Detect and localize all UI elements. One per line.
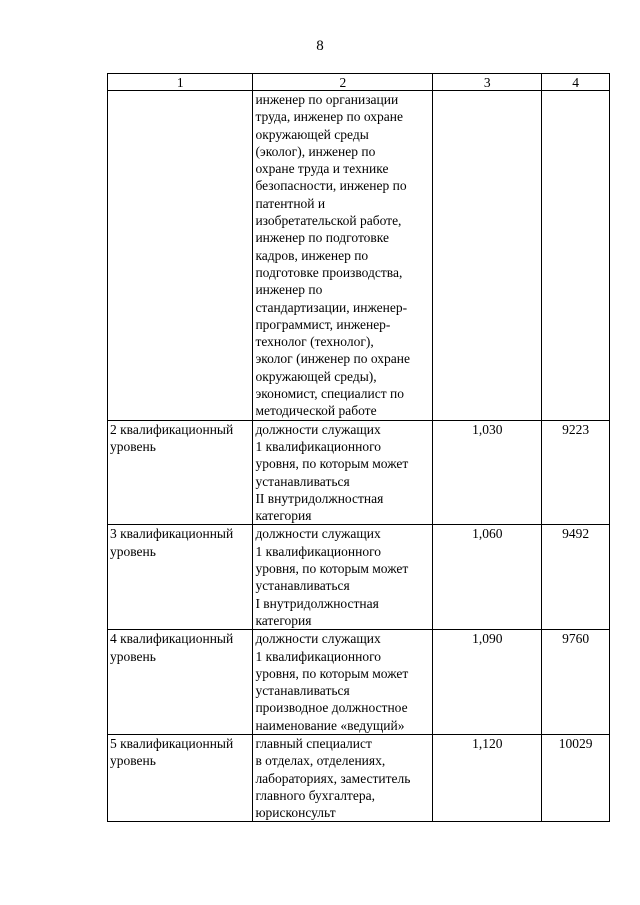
- column-number-2: 2: [253, 74, 433, 91]
- salary-cell: 10029: [542, 734, 610, 821]
- column-number-1: 1: [108, 74, 253, 91]
- table-row: [108, 91, 610, 421]
- positions-cell: инженер по организации труда, инженер по охране окружающей среды (эколог), инженер по охране труда и технике безопасности, инженер по патентной и изобретательской работе, инженер по подготовке кадров, инженер по подготовке производства, инженер по стандартизации, инженер- программист, инженер- технолог (технолог), эколог (инженер по охране окружающей среды), экономист, специалист по методической работе: [253, 91, 433, 421]
- table-row: [108, 734, 610, 821]
- column-number-3: 3: [433, 74, 542, 91]
- coefficient-cell: 1,030: [433, 420, 542, 525]
- positions-cell: должности служащих 1 квалификационного уровня, по которым может устанавливаться производное должностное наименование «ведущий»: [253, 630, 433, 735]
- salary-table: [107, 73, 610, 822]
- table-row: [108, 420, 610, 525]
- positions-cell: главный специалист в отделах, отделениях, лабораториях, заместитель главного бухгалтера, юрисконсульт: [253, 734, 433, 821]
- salary-cell: [542, 91, 610, 421]
- column-number-4: 4: [542, 74, 610, 91]
- table-row: [108, 525, 610, 630]
- qualification-level-cell: 2 квалификационный уровень: [108, 420, 253, 525]
- positions-cell: должности служащих 1 квалификационного уровня, по которым может устанавливаться II внутридолжностная категория: [253, 420, 433, 525]
- coefficient-cell: 1,090: [433, 630, 542, 735]
- qualification-level-cell: 5 квалификационный уровень: [108, 734, 253, 821]
- qualification-level-cell: 4 квалификационный уровень: [108, 630, 253, 735]
- qualification-level-cell: 3 квалификационный уровень: [108, 525, 253, 630]
- salary-cell: 9760: [542, 630, 610, 735]
- coefficient-cell: 1,120: [433, 734, 542, 821]
- qualification-level-cell: [108, 91, 253, 421]
- table-header-row: [108, 74, 610, 91]
- coefficient-cell: 1,060: [433, 525, 542, 630]
- positions-cell: должности служащих 1 квалификационного уровня, по которым может устанавливаться I внутридолжностная категория: [253, 525, 433, 630]
- coefficient-cell: [433, 91, 542, 421]
- salary-cell: 9223: [542, 420, 610, 525]
- salary-cell: 9492: [542, 525, 610, 630]
- table-row: [108, 630, 610, 735]
- page-number: 8: [316, 38, 324, 54]
